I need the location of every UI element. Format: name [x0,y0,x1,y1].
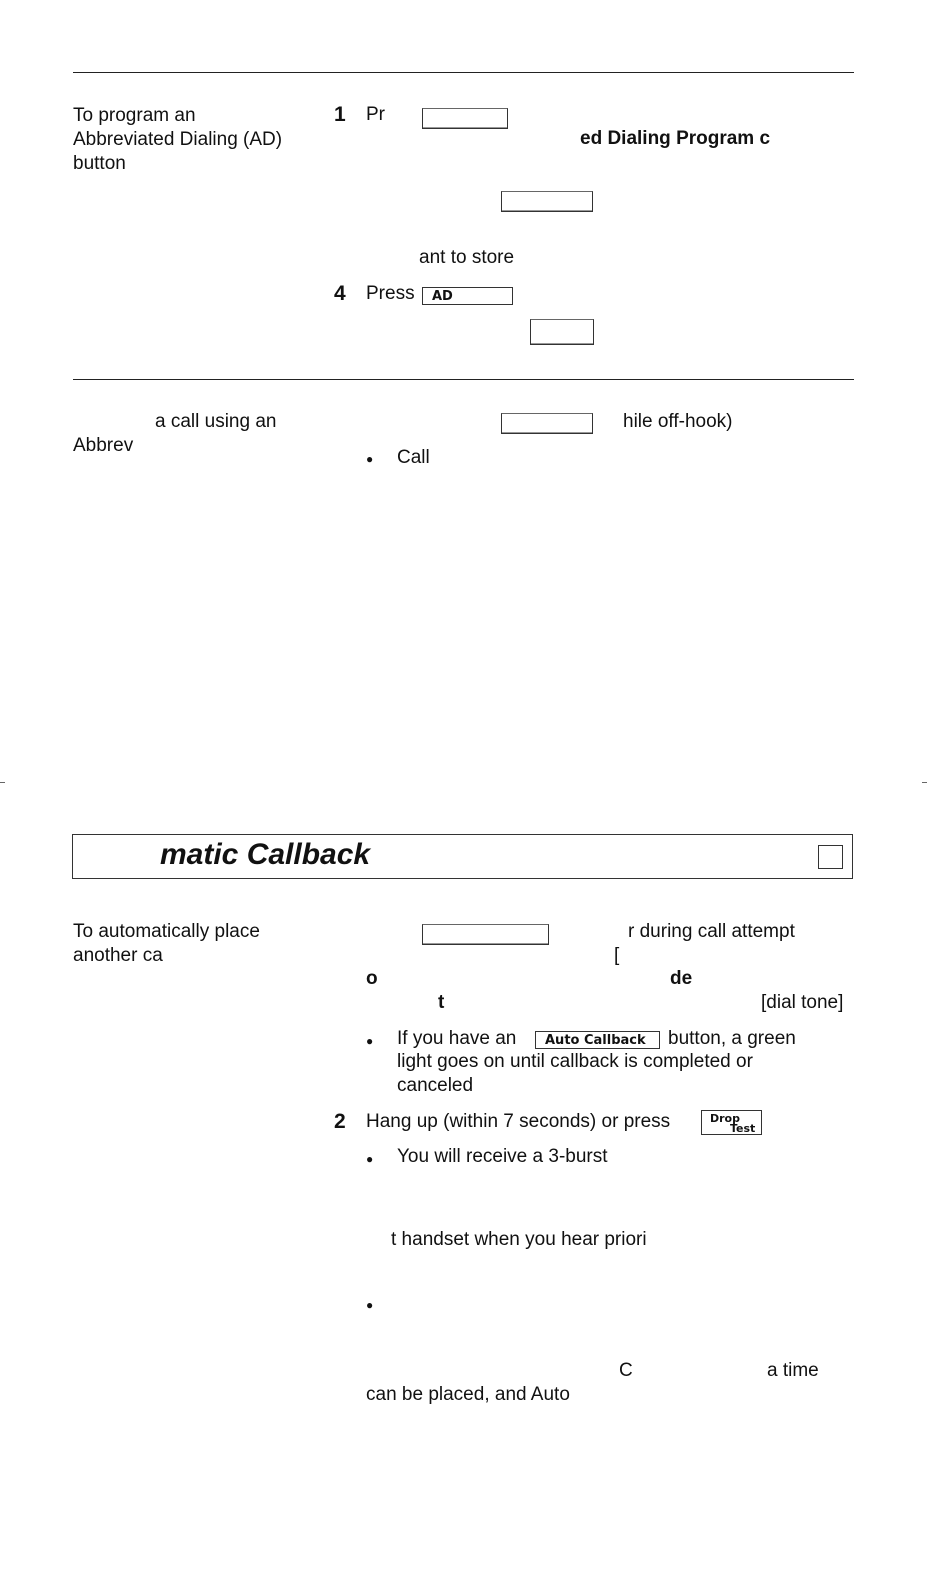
note-text: C [619,1360,633,1381]
page-edge-mark-left [0,782,5,783]
bullet-icon: ● [366,452,374,466]
sidebar-line: To program an [73,105,196,126]
dial-tone-text: [dial tone] [761,992,844,1013]
fragment-text: t [438,992,445,1013]
drop-test-button[interactable] [701,1110,762,1135]
section-divider-middle [73,379,854,380]
bullet-icon: ● [366,1298,374,1312]
sidebar-line: another ca [73,945,163,966]
fragment-text: [ [614,945,620,966]
program-mode-label: ed Dialing Program c [580,128,771,149]
page-edge-mark-right [922,782,927,783]
sidebar-program-ad [73,104,282,176]
sidebar-line: Abbreviated Dialing (AD) [73,129,283,150]
bullet-icon: ● [366,1152,374,1166]
store-text: ant to store [419,247,515,268]
step-text: Press [366,283,415,304]
callback-key-button[interactable] [422,924,549,945]
bullet-text: If you have an [397,1028,517,1049]
bullet-icon: ● [366,1034,374,1048]
program-key-button-2[interactable] [501,191,593,212]
sidebar-line: button [73,153,126,174]
program-key-button[interactable] [422,108,508,129]
note-text: a time [767,1360,819,1381]
feature-indicator-box [818,845,843,869]
sidebar-line: a call using an [155,411,277,432]
bullet-text: button, a green [668,1028,796,1049]
test-label: Test [730,1122,756,1135]
auto-callback-button[interactable]: Auto Callback [535,1031,660,1049]
sidebar-line: To automatically place [73,921,260,942]
section-divider-top [73,72,854,73]
step-text: r during call attempt [628,921,795,942]
sidebar-line: Abbrev [73,435,134,456]
step-number: 2 [334,1110,346,1133]
handset-text: t handset when you hear priori [391,1229,647,1250]
program-key-button-3[interactable] [530,319,594,345]
bullet-text: light goes on until callback is completed or [397,1051,753,1072]
fragment-text: o [366,968,378,989]
step-text: Hang up (within 7 seconds) or press [366,1111,671,1132]
bullet-text: canceled [397,1075,474,1096]
step-number: 1 [334,103,346,126]
step-number: 4 [334,282,346,305]
drop-label: Drop [710,1112,740,1125]
bullet-text: Call [397,447,430,468]
ad-key-button-offhook[interactable] [501,413,593,434]
note-text: can be placed, and Auto [366,1384,570,1405]
section-title: matic Callback [160,838,371,871]
ad-key-button[interactable]: AD [422,287,513,305]
bullet-text: You will receive a 3-burst [397,1146,608,1167]
fragment-text: de [670,968,693,989]
offhook-text: hile off-hook) [623,411,733,432]
step-text: Pr [366,104,385,125]
